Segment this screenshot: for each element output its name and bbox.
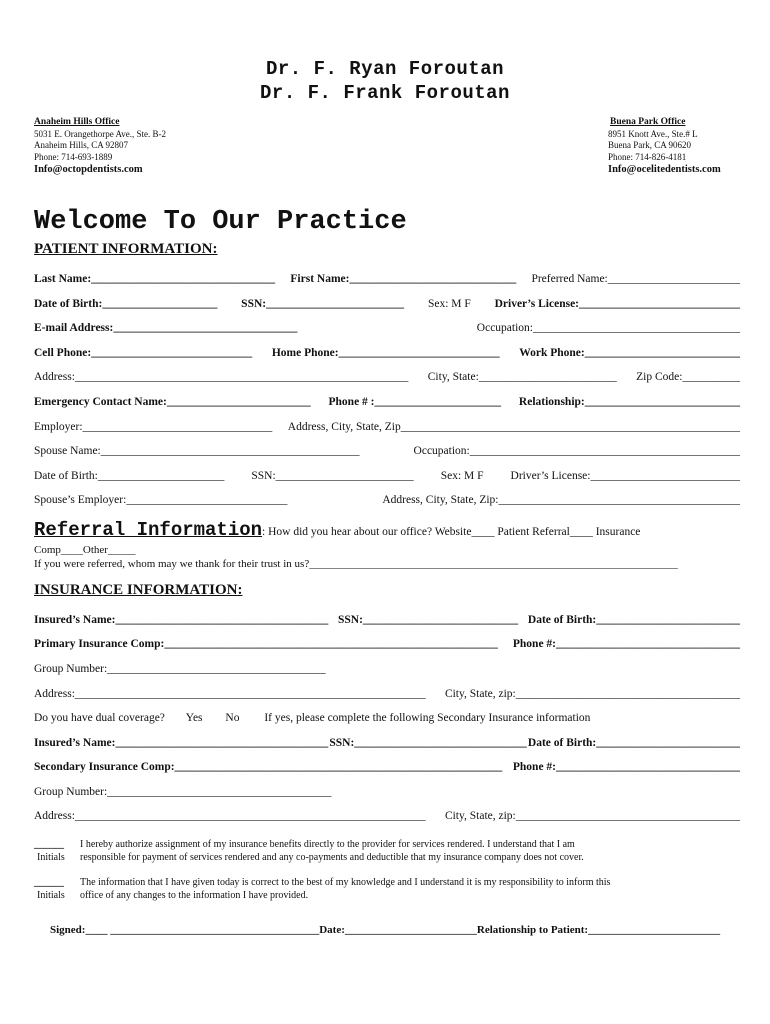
insurance-row-secondary-insured <box>34 737 740 749</box>
office-left <box>34 117 166 176</box>
city-state-field[interactable]: City, State:________________________ <box>427 371 617 383</box>
spouse-employer-address-field[interactable]: Address, City, State, Zip:__________________________________________ <box>382 494 740 506</box>
referral-line <box>34 519 740 541</box>
insurance-row-insured <box>34 614 740 626</box>
patient-row-emergency <box>34 396 740 408</box>
patient-row-address <box>34 371 740 383</box>
dual-coverage-yes[interactable]: Yes <box>185 712 203 724</box>
spouse-ssn-field[interactable]: SSN:________________________ <box>251 470 414 482</box>
secondary-insured-dob-field[interactable]: Date of Birth:_________________________ <box>527 737 740 749</box>
spouse-occupation-field[interactable]: Occupation:_______________________________________________ <box>413 445 740 457</box>
emergency-contact-field[interactable]: Emergency Contact Name:_________________________ <box>34 396 311 408</box>
address-field[interactable]: Address:__________________________________________________________ <box>34 371 409 383</box>
office-right-city: Buena Park, CA 90620 <box>608 140 691 150</box>
zip-code-field[interactable]: Zip Code:__________ <box>636 371 740 383</box>
referral-comp-other[interactable]: Comp____Other_____ <box>34 544 136 556</box>
preferred-name-field[interactable]: Preferred Name:_______________________ <box>531 273 740 285</box>
insured-ssn-field[interactable]: SSN:___________________________ <box>337 614 519 626</box>
relationship-to-patient-field[interactable]: Relationship to Patient:________________________ <box>476 924 721 936</box>
secondary-insured-name-field[interactable]: Insured’s Name:_____________________________________ <box>34 737 329 749</box>
employer-address-field[interactable]: Address, City, State, Zip___________________________________________________________ <box>287 421 740 433</box>
information-text-2: office of any changes to the information I have provided. <box>80 890 309 901</box>
primary-insurance-phone-field[interactable]: Phone #:________________________________ <box>512 638 740 650</box>
patient-row-dob <box>34 298 740 310</box>
office-left-phone: Phone: 714-693-1889 <box>34 151 113 162</box>
spouse-dob-field[interactable]: Date of Birth:______________________ <box>34 470 225 482</box>
spouse-drivers-license-field[interactable]: Driver’s License:__________________________ <box>510 470 740 482</box>
insurance-address-field[interactable]: Address:_____________________________________________________________ <box>34 688 426 700</box>
authorization-text-1: I hereby authorize assignment of my insurance benefits directly to the provider for services rendered. I understand that I am <box>80 839 575 850</box>
doctor-name-2: Dr. F. Frank Foroutan <box>260 82 510 104</box>
initials-auth-blank[interactable]: ______ <box>34 839 64 850</box>
insurance-row-secondary-comp <box>34 761 740 773</box>
office-right-title: Buena Park Office <box>610 117 686 127</box>
spouse-name-field[interactable]: Spouse Name:_____________________________________________ <box>34 445 360 457</box>
cell-phone-field[interactable]: Cell Phone:____________________________ <box>34 347 253 359</box>
insured-dob-field[interactable]: Date of Birth:_________________________ <box>527 614 740 626</box>
office-right <box>608 117 721 176</box>
doctor-name-1: Dr. F. Ryan Foroutan <box>265 58 505 80</box>
dual-coverage-row <box>34 712 590 724</box>
signed-field[interactable]: Signed:____ ______________________________________ <box>50 924 320 936</box>
dob-field[interactable]: Date of Birth:____________________ <box>34 298 218 310</box>
last-name-field[interactable]: Last Name:________________________________ <box>34 273 276 285</box>
work-phone-field[interactable]: Work Phone:___________________________ <box>519 347 740 359</box>
signature-row <box>50 924 720 936</box>
information-text-1: The information that I have given today is correct to the best of my knowledge and I understand it is my responsibility to inform this <box>80 877 611 888</box>
occupation-field[interactable]: Occupation:____________________________________ <box>476 322 740 334</box>
initials-info-blank[interactable]: ______ <box>34 877 64 888</box>
secondary-group-number-field[interactable]: Group Number:_______________________________________ <box>34 786 332 798</box>
dual-coverage-no[interactable]: No <box>225 712 240 724</box>
first-name-field[interactable]: First Name:_____________________________ <box>290 273 517 285</box>
initials-information <box>34 876 610 902</box>
secondary-insurance-field[interactable]: Secondary Insurance Comp:_________________________________________________________ <box>34 761 503 773</box>
office-left-title: Anaheim Hills Office <box>34 117 120 127</box>
authorization-text-2: responsible for payment of services rendered and any co-payments and deductible that my insurance company does not cover. <box>80 852 584 863</box>
group-number-field[interactable]: Group Number:______________________________________ <box>34 663 326 675</box>
insurance-city-state-zip-field[interactable]: City, State, zip:_______________________________________ <box>444 688 740 700</box>
insured-name-field[interactable]: Insured’s Name:_____________________________________ <box>34 614 329 626</box>
spouse-sex-field[interactable]: Sex: M F <box>440 470 484 482</box>
patient-row-phones <box>34 347 740 359</box>
insurance-row-address <box>34 688 740 700</box>
dual-coverage-question: Do you have dual coverage? <box>34 712 165 724</box>
office-left-email: Info@octopdentists.com <box>34 164 143 175</box>
insurance-info-heading: INSURANCE INFORMATION: <box>34 582 243 598</box>
insurance-row-group <box>34 663 740 675</box>
office-right-email: Info@ocelitedentists.com <box>608 164 721 175</box>
date-field[interactable]: Date:________________________ <box>319 924 477 936</box>
spouse-employer-field[interactable]: Spouse’s Employer:____________________________ <box>34 494 288 506</box>
relationship-field[interactable]: Relationship:___________________________ <box>518 396 740 408</box>
office-right-phone: Phone: 714-826-4181 <box>608 151 687 162</box>
home-phone-field[interactable]: Home Phone:____________________________ <box>271 347 500 359</box>
sex-field[interactable]: Sex: M F <box>427 298 471 310</box>
secondary-insurance-phone-field[interactable]: Phone #:________________________________ <box>512 761 740 773</box>
primary-insurance-field[interactable]: Primary Insurance Comp:__________________________________________________________ <box>34 638 498 650</box>
patient-row-spouse <box>34 445 740 457</box>
office-right-address: 8951 Knott Ave., Ste.# L <box>608 128 698 139</box>
office-left-city: Anaheim Hills, CA 92807 <box>34 140 128 150</box>
patient-row-email <box>34 322 740 334</box>
patient-row-spouse-dob <box>34 470 740 482</box>
insurance-row-primary <box>34 638 740 650</box>
ssn-field[interactable]: SSN:________________________ <box>241 298 405 310</box>
drivers-license-field[interactable]: Driver’s License:____________________________ <box>494 298 740 310</box>
referral-thanks-field[interactable]: If you were referred, whom may we thank for their trust in us?___________________________________________________________________ <box>34 558 678 570</box>
referral-question[interactable]: : How did you hear about our office? Website____ Patient Referral____ Insurance <box>262 526 641 538</box>
email-field[interactable]: E-mail Address:________________________________ <box>34 322 298 334</box>
insurance-row-secondary-address <box>34 810 740 822</box>
welcome-title: Welcome To Our Practice <box>34 207 407 237</box>
patient-info-heading: PATIENT INFORMATION: <box>34 241 218 257</box>
dual-coverage-note: If yes, please complete the following Secondary Insurance information <box>264 712 591 724</box>
employer-field[interactable]: Employer:_________________________________ <box>34 421 273 433</box>
patient-row-names <box>34 273 740 285</box>
initials-info-label: Initials <box>37 890 65 901</box>
insurance-row-secondary-group <box>34 786 740 798</box>
initials-authorization <box>34 838 584 864</box>
patient-row-employer <box>34 421 740 433</box>
secondary-address-field[interactable]: Address:_____________________________________________________________ <box>34 810 426 822</box>
office-left-address: 5031 E. Orangethorpe Ave., Ste. B-2 <box>34 128 167 139</box>
secondary-city-state-zip-field[interactable]: City, State, zip:_______________________________________ <box>444 810 740 822</box>
initials-auth-label: Initials <box>37 852 65 863</box>
emergency-phone-field[interactable]: Phone # :______________________ <box>328 396 502 408</box>
secondary-insured-ssn-field[interactable]: SSN:______________________________ <box>329 737 527 749</box>
referral-heading: Referral Information <box>34 519 263 541</box>
patient-row-spouse-employer <box>34 494 740 506</box>
